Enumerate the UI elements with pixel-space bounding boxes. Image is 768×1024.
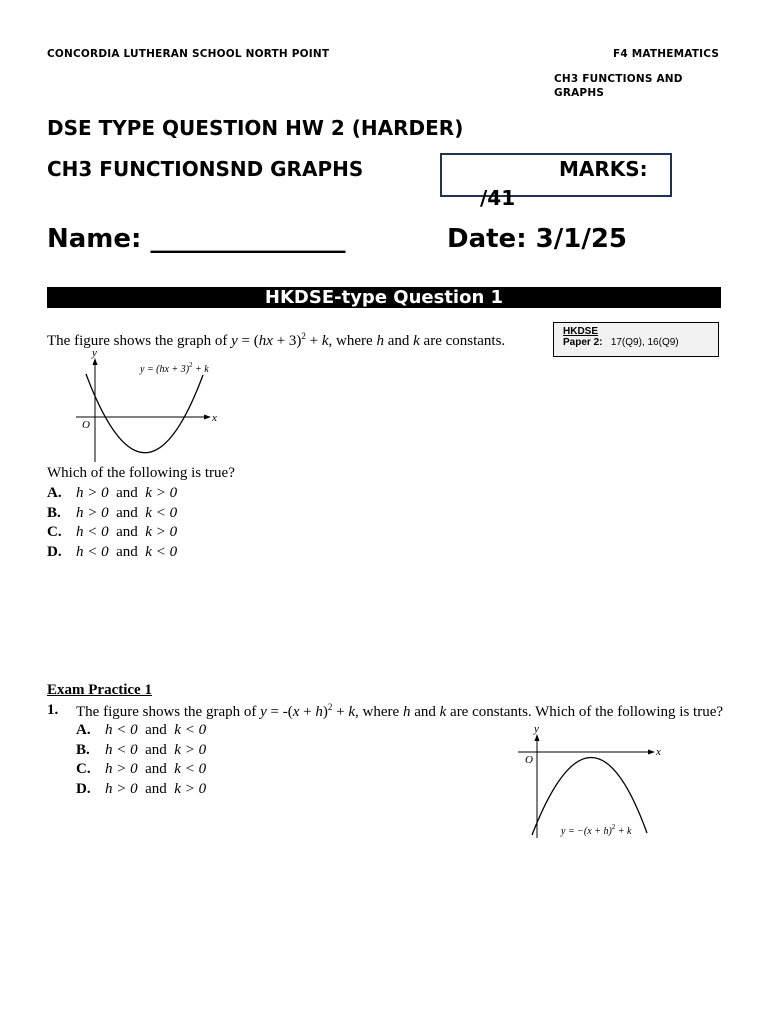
question1-option-a[interactable]: A. h > 0 and k > 0 [47, 485, 178, 501]
practice-graph-y-label: y [534, 723, 539, 735]
reference-box [553, 322, 719, 357]
name-field: Name: _______________ [47, 224, 346, 254]
marks-total: /41 [480, 186, 516, 210]
practice-option-a[interactable]: A. h < 0 and k < 0 [76, 722, 207, 738]
question1-graph-x-label: x [212, 412, 217, 424]
worksheet-title: DSE TYPE QUESTION HW 2 (HARDER) [47, 116, 464, 140]
section-banner: HKDSE-type Question 1 [47, 287, 721, 308]
practice-option-d[interactable]: D. h > 0 and k > 0 [76, 781, 207, 797]
question1-stem: The figure shows the graph of y = (hx + 3)$^2$ + k, where h and k are constants. [47, 331, 506, 349]
practice-number: 1. [47, 702, 59, 718]
question1-option-d[interactable]: D. h < 0 and k < 0 [47, 544, 178, 560]
date-field: Date: 3/1/25 [447, 224, 627, 254]
marks-label: MARKS: [559, 157, 648, 181]
practice-graph-x-label: x [656, 746, 661, 758]
chapter-title: CH3 FUNCTIONSND GRAPHS [47, 157, 364, 181]
question1-option-b[interactable]: B. h > 0 and k < 0 [47, 505, 178, 521]
question1-graph-equation: y = (hx + 3)$^2$ + k [140, 361, 209, 375]
practice-equation: $y = -(x + h)^2 + k$ [260, 702, 356, 720]
question1-graph [70, 346, 230, 466]
practice-stem: The figure shows the graph of $y = -(x + h)^2 + k$, where h and k are constants. Which of the following is true? [76, 702, 724, 720]
practice-graph-equation: $y = -(x + h)^2 + k$ [561, 823, 632, 837]
reference-paper-label: Paper 2: [563, 337, 603, 348]
chapter-label-line1: CH3 FUNCTIONS AND [554, 73, 683, 85]
practice-graph [510, 722, 670, 844]
question1-option-c[interactable]: C. h < 0 and k > 0 [47, 524, 178, 540]
reference-paper-refs: 17(Q9), 16(Q9) [610, 337, 679, 348]
reference-title: HKDSE [563, 326, 599, 337]
question1-equation: y = (hx + 3)$^2$ + k [231, 331, 329, 349]
question1-graph-origin: O [82, 419, 90, 431]
practice-graph-origin: O [525, 754, 533, 766]
question1-graph-y-label: y [92, 347, 97, 359]
subject-label: F4 MATHEMATICS [613, 48, 720, 60]
chapter-label-line2: GRAPHS [554, 87, 605, 99]
practice-option-c[interactable]: C. h > 0 and k < 0 [76, 761, 207, 777]
practice-option-b[interactable]: B. h < 0 and k > 0 [76, 742, 207, 758]
question1-prompt: Which of the following is true? [47, 465, 235, 481]
school-name: CONCORDIA LUTHERAN SCHOOL NORTH POINT [47, 48, 330, 60]
exam-practice-heading: Exam Practice 1 [47, 682, 152, 698]
